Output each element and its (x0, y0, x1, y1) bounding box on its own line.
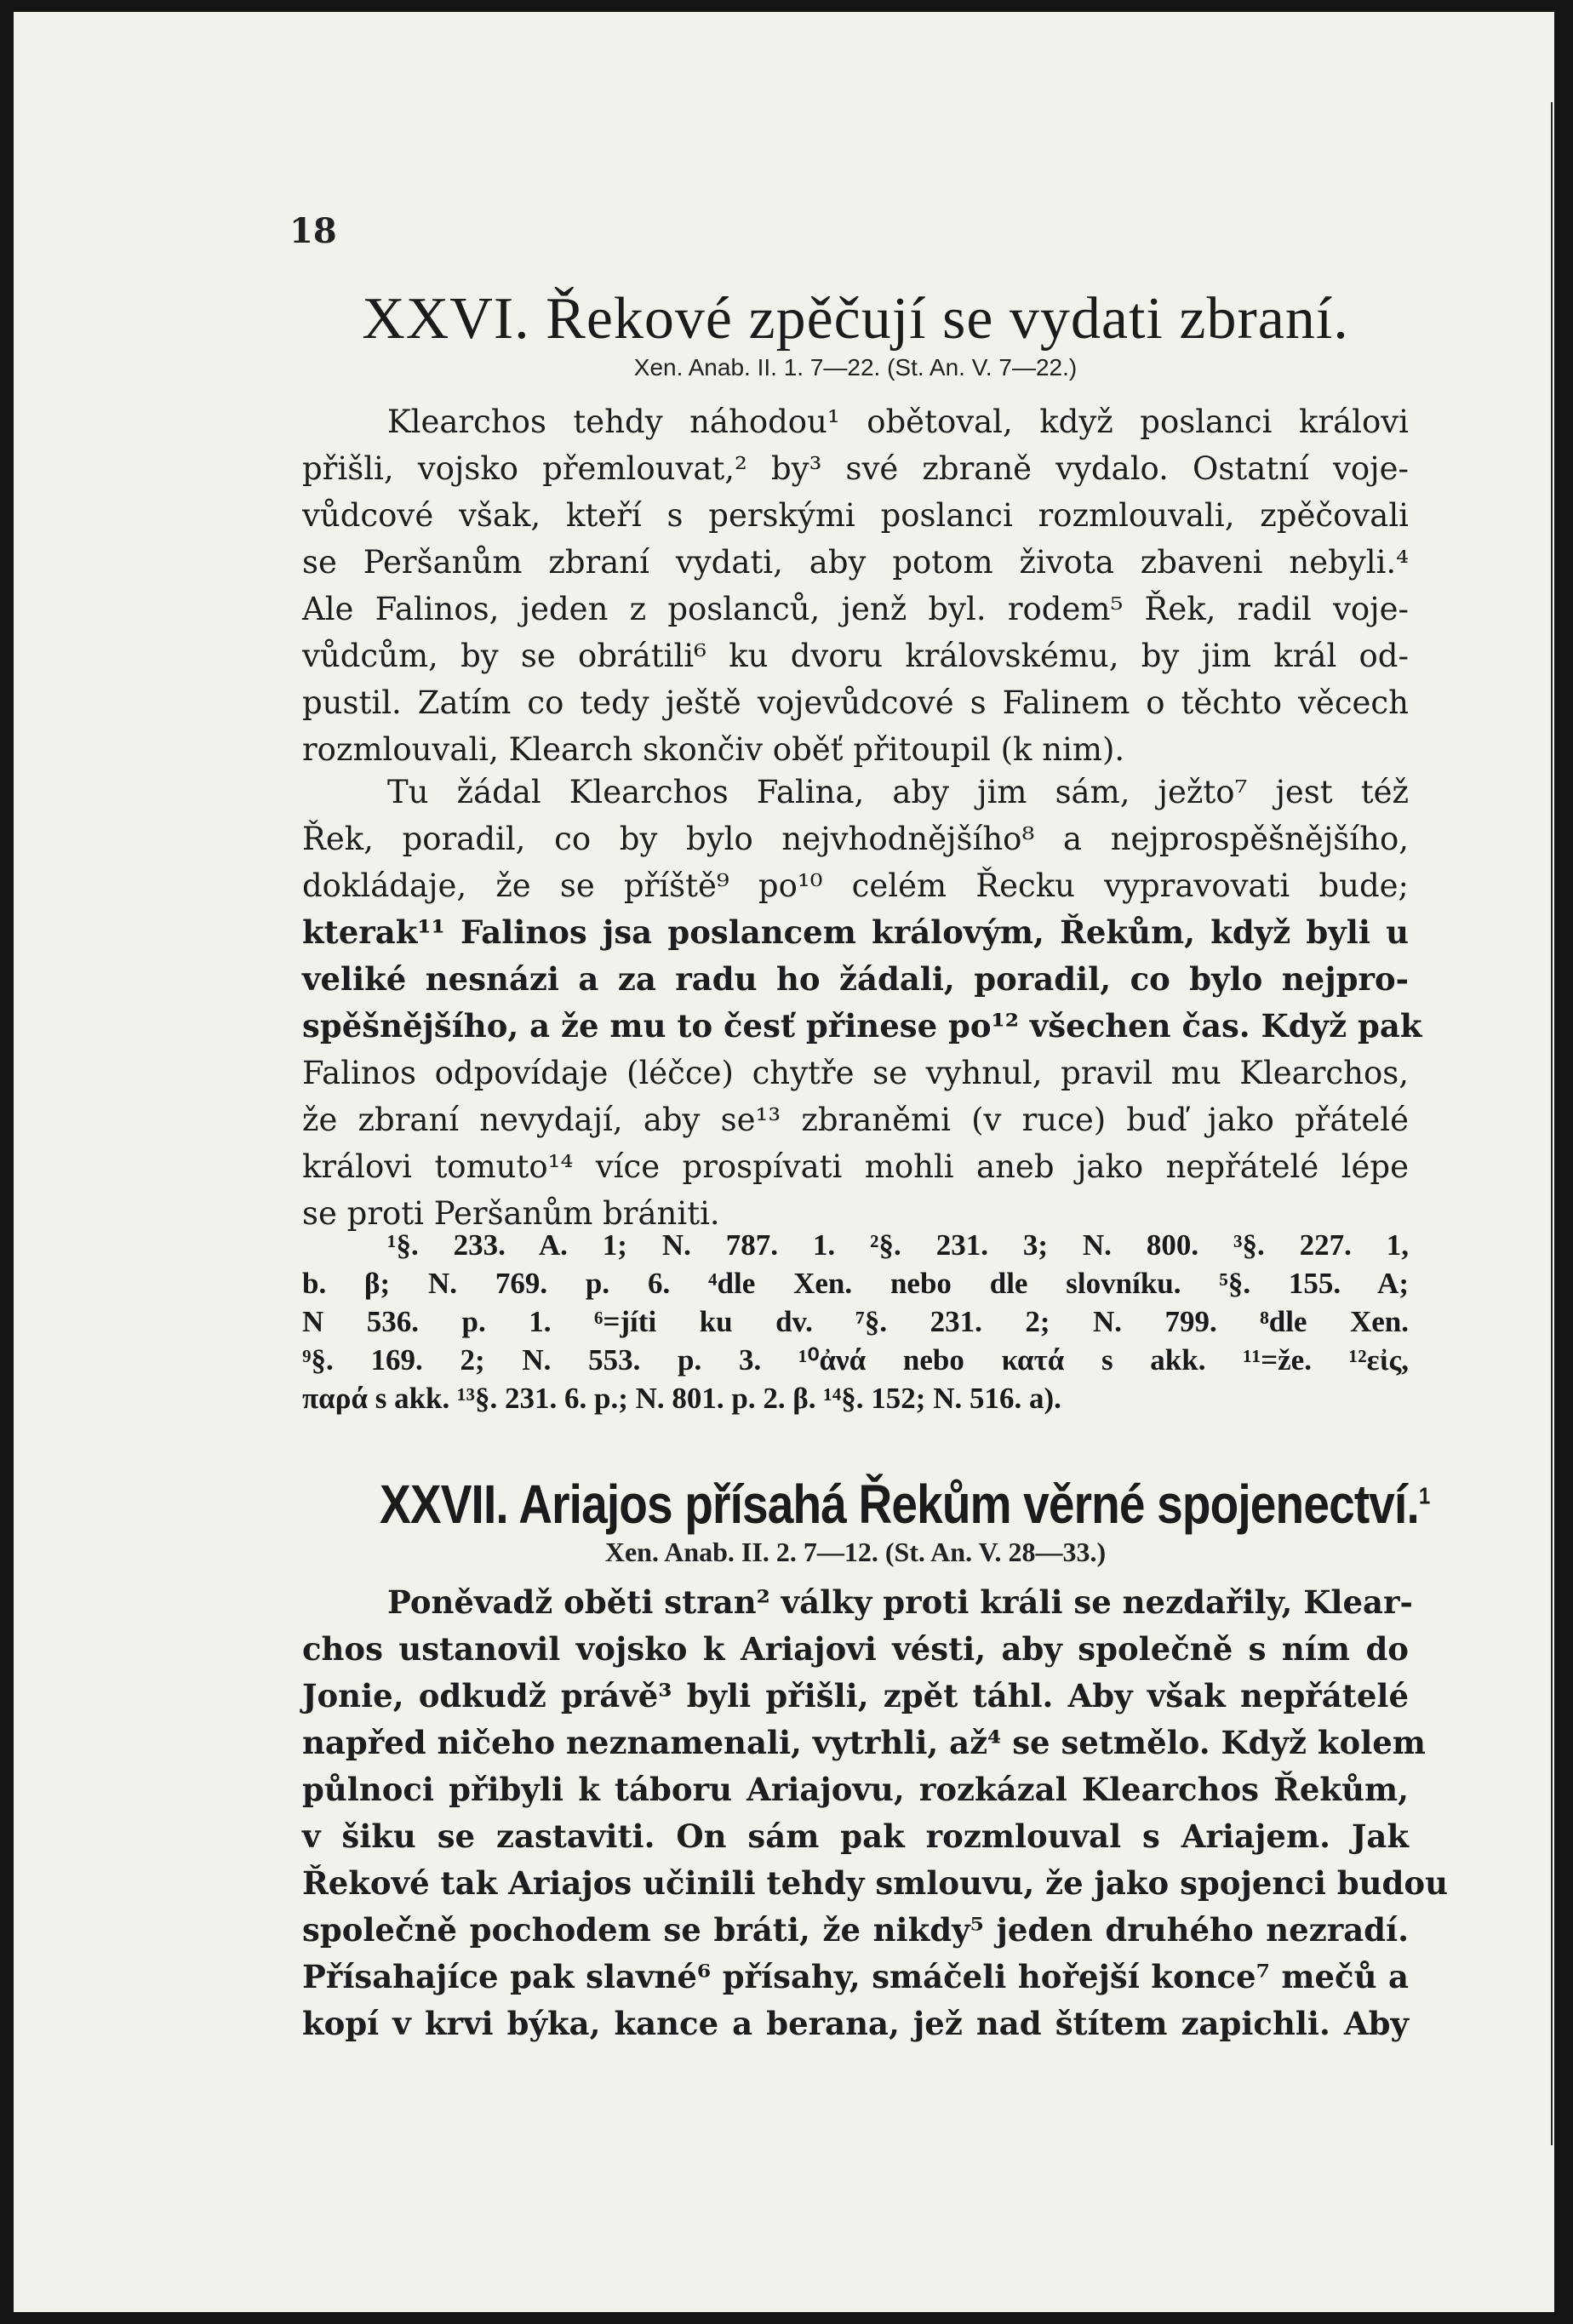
text-line: v šiku se zastaviti. On sám pak rozmlouval s Ariajem. Jak (302, 1817, 1409, 1855)
text-line: přišli, vojsko přemlouvat,² by³ své zbraně vydalo. Ostatní voje- (302, 450, 1409, 487)
text-line: že zbraní nevydají, aby se¹³ zbraněmi (v ruce) buď jako přátelé (302, 1102, 1409, 1138)
section-26-paragraph-1 (302, 398, 1409, 773)
text-line: spěšnějšího, a že mu to česť přinese po¹² všechen čas. Když pak (302, 1007, 1422, 1045)
text-line: pustil. Zatím co tedy ještě vojevůdcové s Falinem o těchto věcech (302, 684, 1409, 721)
text-line: Klearchos tehdy náhodou¹ obětoval, když poslanci královi (387, 404, 1409, 440)
section-27 (302, 1474, 1430, 1568)
section-27-paragraph-1 (302, 1579, 1449, 2047)
text-line: Poněvadž oběti stran² války proti králi se nezdařily, Klear- (387, 1583, 1413, 1621)
text-line: půlnoci přibyli k táboru Ariajovu, rozkázal Klearchos Řekům, (302, 1771, 1409, 1808)
text-line: se proti Peršanům brániti. (302, 1195, 720, 1232)
text-line: dokládaje, že se příště⁹ po¹⁰ celém Řecku vypravovati bude; (302, 867, 1409, 904)
text-line: královi tomuto¹⁴ více prospívati mohli aneb jako nepřátelé lépe (302, 1148, 1409, 1185)
text-line: kopí v krvi býka, kance a berana, jež nad štítem zapichli. Aby (302, 2005, 1409, 2042)
section-27-title (380, 1474, 1430, 1535)
text-line: Jonie, odkudž právě³ byli přišli, zpět táhl. Aby však nepřátelé (302, 1677, 1409, 1714)
text-line: Řek, poradil, co by bylo nejvhodnějšího⁸ a nejprospěšnějšího, (302, 821, 1409, 857)
footnote-line: N 536. p. 1. ⁶=jíti ku dv. ⁷§. 231. 2; N. 799. ⁸dle Xen. (302, 1305, 1409, 1338)
section-26-footnotes (302, 1226, 1409, 1417)
footnote-line: ¹§. 233. A. 1; N. 787. 1. ²§. 231. 3; N. 800. ³§. 227. 1, (387, 1228, 1409, 1262)
section-27-reference: Xen. Anab. II. 2. 7—12. (St. An. V. 28—33.) (604, 1537, 1107, 1567)
text-line: Řekové tak Ariajos učinili tehdy smlouvu, že jako spojenci budou (302, 1864, 1449, 1902)
text-line: Přísahajíce pak slavné⁶ přísahy, smáčeli hořejší konce⁷ mečů a (302, 1958, 1409, 1995)
section-26-paragraph-2 (302, 769, 1422, 1237)
section-26-reference: Xen. Anab. II. 1. 7—22. (St. An. V. 7—22.) (633, 354, 1078, 381)
section-26 (302, 286, 1409, 381)
text-line: Tu žádal Klearchos Falina, aby jim sám, ježto⁷ jest též (387, 774, 1409, 810)
text-line: kterak¹¹ Falinos jsa poslancem královým, Řekům, když byli u (302, 913, 1409, 951)
text-line: chos ustanovil vojsko k Ariajovi vésti, aby společně s ním do (302, 1630, 1409, 1668)
text-line: vůdcům, by se obrátili⁶ ku dvoru královskému, by jim král od- (302, 638, 1409, 674)
text-line: se Peršanům zbraní vydati, aby potom života zbaveni nebyli.⁴ (302, 544, 1409, 581)
footnote-line: παρά s akk. ¹³§. 231. 6. p.; N. 801. p. 2. β. ¹⁴§. 152; N. 516. a). (302, 1382, 1061, 1415)
page-number: 18 (289, 211, 337, 251)
section-26-title: XXVI. Řekové zpěčují se vydati zbraní. (362, 286, 1349, 352)
footnote-marker: 1 (1418, 1482, 1430, 1509)
text-line: rozmlouvali, Klearch skončiv oběť přitoupil (k nim). (302, 731, 1125, 768)
text-line: Falinos odpovídaje (léčce) chytře se vyhnul, pravil mu Klearchos, (302, 1055, 1409, 1091)
text-line: společně pochodem se bráti, že nikdy⁵ jeden druhého nezradí. (302, 1911, 1409, 1949)
section-27-title-text: XXVII. Ariajos přísahá Řekům věrné spojenectví. (380, 1474, 1419, 1535)
text-line: veliké nesnázi a za radu ho žádali, poradil, co bylo nejpro- (302, 960, 1409, 998)
footnote-line: ⁹§. 169. 2; N. 553. p. 3. ¹⁰ἀνά nebo κατά s akk. ¹¹=že. ¹²εἰς, (302, 1343, 1409, 1377)
text-line: Ale Falinos, jeden z poslanců, jenž byl. rodem⁵ Řek, radil voje- (302, 591, 1409, 627)
text-line: vůdcové však, kteří s perskými poslanci rozmlouvali, zpěčovali (302, 497, 1409, 534)
footnote-line: b. β; N. 769. p. 6. ⁴dle Xen. nebo dle slovníku. ⁵§. 155. A; (302, 1267, 1409, 1300)
page-edge (1551, 102, 1553, 2145)
text-line: napřed ničeho neznamenali, vytrhli, až⁴ se setmělo. Když kolem (302, 1724, 1426, 1761)
